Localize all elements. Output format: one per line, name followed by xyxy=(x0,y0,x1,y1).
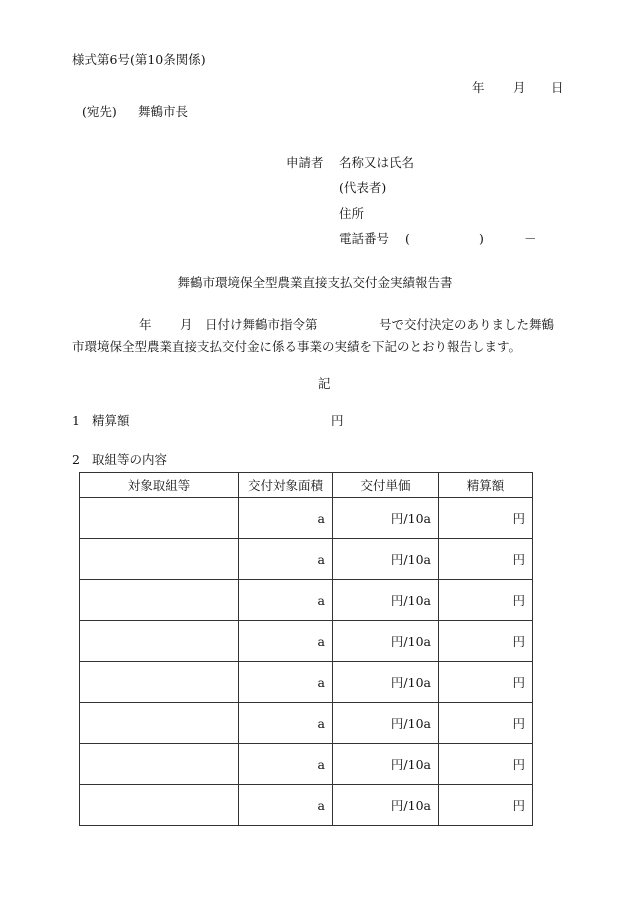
cell-unit-price: 円/10a xyxy=(333,539,439,580)
table-row xyxy=(80,744,533,785)
body-line-2: 市環境保全型農業直接支払交付金に係る事業の実績を下記のとおり報告します。 xyxy=(72,339,522,354)
section-2-label: 取組等の内容 xyxy=(92,452,168,467)
cell-unit-price: 円/10a xyxy=(333,498,439,539)
section-1-number: 1 xyxy=(72,413,80,428)
cell-amount: 円 xyxy=(439,621,533,662)
cell-initiative xyxy=(80,744,239,785)
section-1-unit: 円 xyxy=(331,413,344,428)
cell-initiative xyxy=(80,498,239,539)
section-1-label: 精算額 xyxy=(92,413,130,428)
cell-amount: 円 xyxy=(439,498,533,539)
cell-initiative xyxy=(80,785,239,826)
cell-unit-price: 円/10a xyxy=(333,621,439,662)
phone-label: 電話番号 xyxy=(339,231,390,246)
section-2-number: 2 xyxy=(72,452,80,467)
body-text-1: 日付け舞鶴市指令第 xyxy=(205,317,318,332)
form-label: 様式第6号(第10条関係) xyxy=(72,52,206,67)
cell-initiative xyxy=(80,539,239,580)
table-row xyxy=(80,621,533,662)
document-title: 舞鶴市環境保全型農業直接支払交付金実績報告書 xyxy=(177,275,453,290)
body-text-2: 号で交付決定のありました舞鶴 xyxy=(379,317,555,332)
name-label: 名称又は氏名 xyxy=(339,155,415,170)
body-month: 月 xyxy=(180,317,193,332)
cell-unit-price: 円/10a xyxy=(333,744,439,785)
cell-initiative xyxy=(80,662,239,703)
body-year: 年 xyxy=(139,317,152,332)
cell-area: a xyxy=(239,498,333,539)
cell-unit-price: 円/10a xyxy=(333,703,439,744)
header-unit-price: 交付単価 xyxy=(333,473,439,498)
date-year: 年 xyxy=(472,80,485,95)
cell-initiative xyxy=(80,703,239,744)
ki-mark: 記 xyxy=(318,376,331,391)
header-settlement-amount: 精算額 xyxy=(439,473,533,498)
cell-area: a xyxy=(239,621,333,662)
table-row xyxy=(80,498,533,539)
cell-initiative xyxy=(80,580,239,621)
cell-amount: 円 xyxy=(439,703,533,744)
cell-unit-price: 円/10a xyxy=(333,662,439,703)
addressee-prefix: (宛先) xyxy=(82,104,117,119)
cell-amount: 円 xyxy=(439,744,533,785)
phone-dash: － xyxy=(524,231,537,246)
cell-area: a xyxy=(239,539,333,580)
cell-amount: 円 xyxy=(439,539,533,580)
cell-area: a xyxy=(239,744,333,785)
table-row xyxy=(80,662,533,703)
cell-area: a xyxy=(239,580,333,621)
date-day: 日 xyxy=(551,80,564,95)
table-header-row xyxy=(80,473,533,498)
cell-initiative xyxy=(80,621,239,662)
cell-area: a xyxy=(239,662,333,703)
representative-label: (代表者) xyxy=(339,180,387,195)
phone-close-paren: ) xyxy=(479,231,484,246)
table-row xyxy=(80,580,533,621)
table-row xyxy=(80,703,533,744)
cell-amount: 円 xyxy=(439,785,533,826)
address-label: 住所 xyxy=(339,206,365,221)
header-area: 交付対象面積 xyxy=(239,473,333,498)
addressee-name: 舞鶴市長 xyxy=(138,104,189,119)
cell-area: a xyxy=(239,785,333,826)
table-row xyxy=(80,785,533,826)
applicant-label: 申請者 xyxy=(286,155,324,170)
cell-unit-price: 円/10a xyxy=(333,785,439,826)
cell-area: a xyxy=(239,703,333,744)
table-row xyxy=(80,539,533,580)
cell-amount: 円 xyxy=(439,580,533,621)
records-table xyxy=(79,472,533,826)
cell-unit-price: 円/10a xyxy=(333,580,439,621)
phone-open-paren: ( xyxy=(405,231,410,246)
header-target-initiative: 対象取組等 xyxy=(80,473,239,498)
date-month: 月 xyxy=(513,80,526,95)
cell-amount: 円 xyxy=(439,662,533,703)
